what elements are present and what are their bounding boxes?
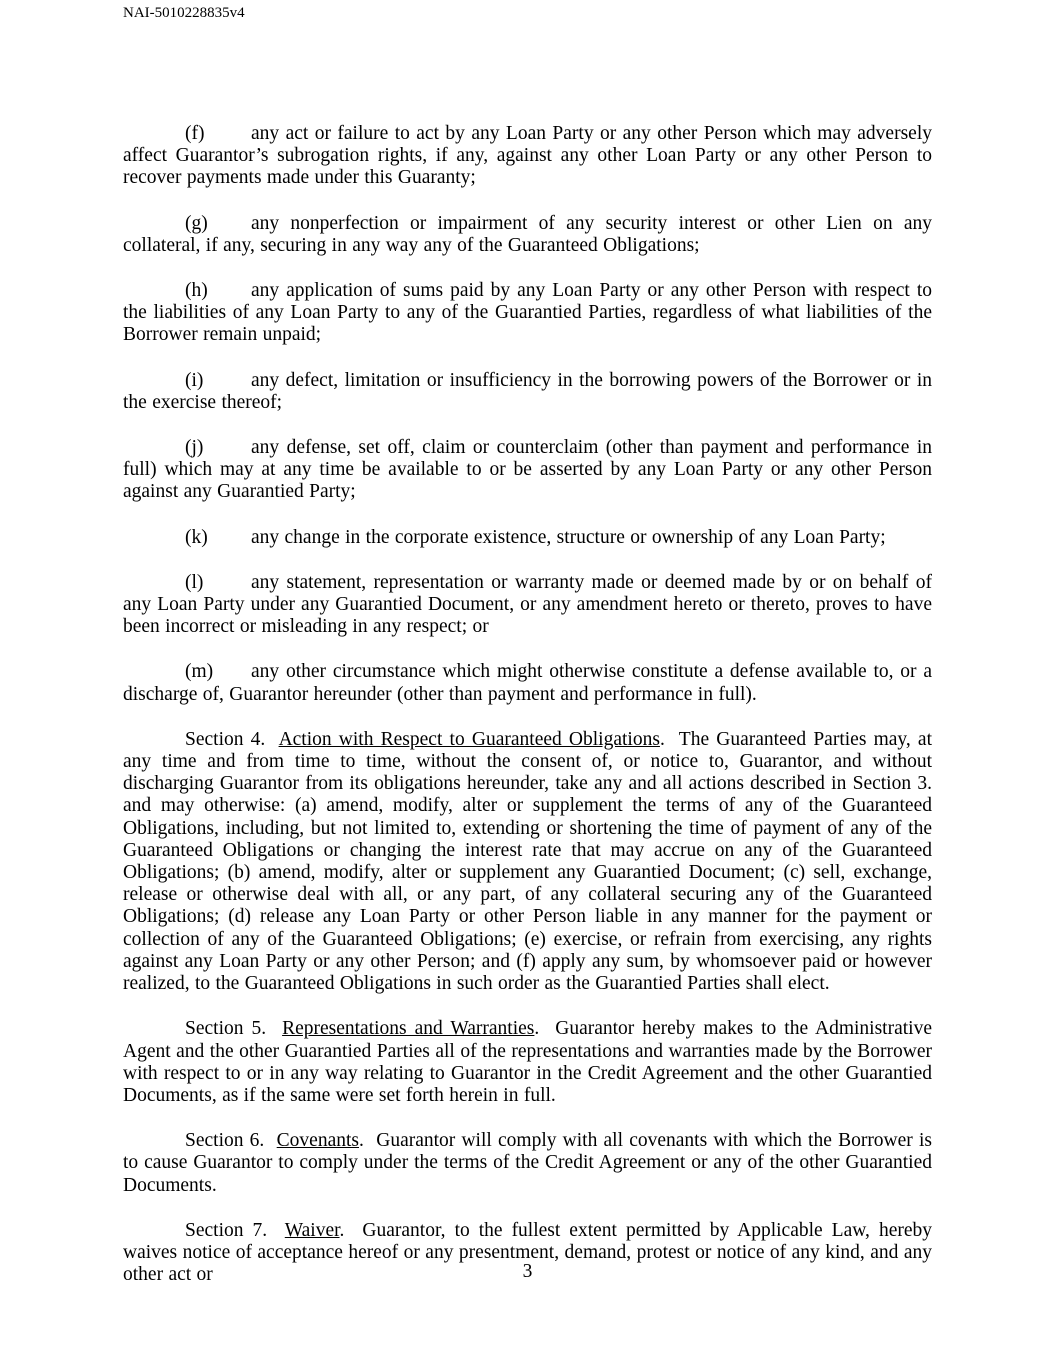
list-item-label: (m) <box>185 661 214 683</box>
section-title: Waiver <box>284 1219 340 1241</box>
paragraph-text: . Guarantor hereby makes to the Administrative Agent and the other Guarantied Parties all of the representations and warranties made by the Borrower with respect to or in any way relating to Guarantor in the Credit Agreement and the other Guarantied Documents, as if the same were set forth herein in full. <box>123 1018 932 1106</box>
list-item-label: (f) <box>185 123 205 144</box>
list-item-paragraph <box>123 527 932 549</box>
paragraph-text: Section 6. <box>185 1130 277 1152</box>
list-item-label: (l) <box>185 571 204 593</box>
list-item-label: (i) <box>185 369 204 391</box>
section-paragraph <box>123 1018 932 1107</box>
page-number: 3 <box>522 1261 533 1282</box>
list-item-paragraph <box>123 661 932 705</box>
paragraph-text: any other circumstance which might otherwise constitute a defense available to, or a discharge of, Guarantor hereunder (other than payment and performance in full). <box>123 661 932 705</box>
list-item-paragraph <box>123 572 932 639</box>
list-item-paragraph <box>123 437 932 504</box>
paragraph-text: . Guarantor will comply with all covenants with which the Borrower is to cause Guarantor to comply under the terms of the Credit Agreement or any of the other Guarantied Documents. <box>123 1130 932 1196</box>
document-body <box>123 123 932 1286</box>
list-item-label: (g) <box>185 212 208 234</box>
paragraph-text: any defect, limitation or insufficiency in the borrowing powers of the Borrower or in the exercise thereof; <box>123 369 932 413</box>
list-item-paragraph <box>123 280 932 347</box>
paragraph-text: any act or failure to act by any Loan Party or any other Person which may adversely affect Guarantor’s subrogation rights, if any, against any other Loan Party or any other Person to recover payments made under this Guaranty; <box>123 123 932 189</box>
paragraph-text: any change in the corporate existence, structure or ownership of any Loan Party; <box>251 526 886 548</box>
section-paragraph <box>123 729 932 995</box>
document-id-header: NAI-5010228835v4 <box>123 5 245 21</box>
paragraph-text: Section 7. <box>185 1219 285 1241</box>
section-title: Representations and Warranties <box>282 1018 535 1040</box>
list-item-paragraph <box>123 370 932 414</box>
paragraph-text: . The Guaranteed Parties may, at any time and from time to time, without the consent of, or notice to, Guarantor, and without discharging Guarantor from its obligations hereunder, take any and all actions described in Section 3. and may otherwise: (a) amend, modify, alter or supplement the terms of any of the Guaranteed Obligations, including, but not limited to, extending or shortening the time of payment of any of the Guaranteed Obligations or changing the interest rate that may accrue on any of the Guaranteed Obligations; (b) amend, modify, alter or supplement any Guarantied Document; (c) sell, exchange, release or otherwise deal with all, or any part, of any collateral securing any of the Guaranteed Obligations; (d) release any Loan Party or other Person liable in any manner for the payment or collection of any of the Guaranteed Obligations; (e) exercise, or refrain from exercising, any rights against any Loan Party or any other Person; and (f) apply any sum, by whomsoever paid or however realized, to the Guaranteed Obligations in such order as the Guarantied Parties shall elect. <box>123 728 933 995</box>
list-item-label: (j) <box>185 437 204 459</box>
section-title: Covenants <box>276 1130 359 1152</box>
list-item-paragraph <box>123 123 932 190</box>
list-item-paragraph <box>123 213 932 257</box>
section-title: Action with Respect to Guaranteed Obligations <box>278 728 660 750</box>
list-item-label: (h) <box>185 280 208 302</box>
list-item-label: (k) <box>185 526 208 548</box>
paragraph-text: Section 4. <box>185 728 279 750</box>
paragraph-text: any defense, set off, claim or counterclaim (other than payment and performance in full) which may at any time be available to or be asserted by any Loan Party or any other Person against any Guarantied Party; <box>123 437 932 503</box>
paragraph-text: any nonperfection or impairment of any security interest or other Lien on any collateral, if any, securing in any way any of the Guaranteed Obligations; <box>123 212 932 256</box>
paragraph-text: . Guarantor, to the fullest extent permitted by Applicable Law, hereby waives notice of acceptance hereof or any presentment, demand, protest or notice of any kind, and any other act or <box>123 1219 932 1286</box>
paragraph-text: any application of sums paid by any Loan Party or any other Person with respect to the liabilities of any Loan Party to any of the Guarantied Parties, regardless of what liabilities of the Borrower remain unpaid; <box>123 280 932 346</box>
paragraph-text: any statement, representation or warranty made or deemed made by or on behalf of any Loan Party under any Guarantied Document, or any amendment hereto or thereto, proves to have been incorrect or misleading in any respect; or <box>123 571 932 638</box>
section-paragraph <box>123 1130 932 1197</box>
paragraph-text: Section 5. <box>185 1018 283 1040</box>
